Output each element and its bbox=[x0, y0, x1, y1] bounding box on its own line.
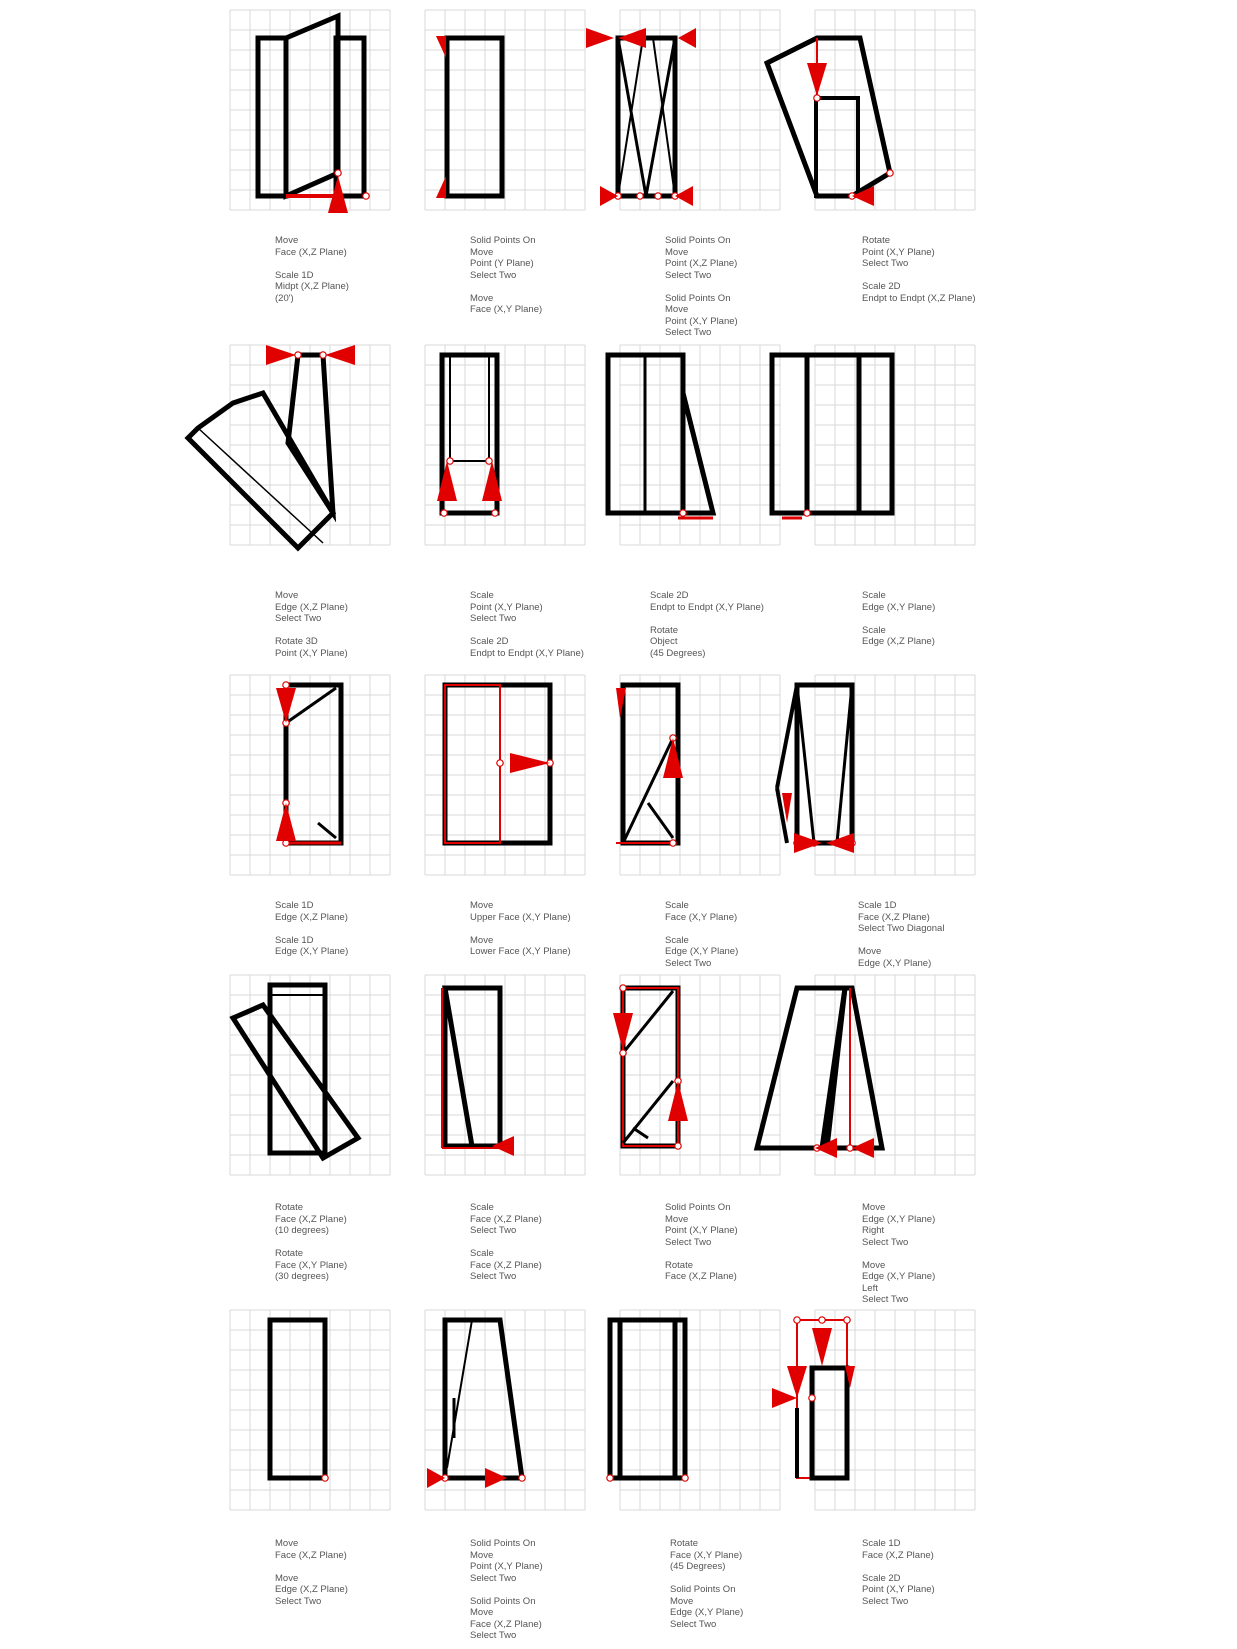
caption-line bbox=[470, 923, 571, 935]
caption-line: Scale 2D bbox=[862, 281, 901, 292]
caption-line: Rotate bbox=[665, 1259, 693, 1271]
figure-r5c2 bbox=[425, 1310, 585, 1510]
arrow-right bbox=[510, 753, 550, 773]
caption-line: Solid Points On bbox=[470, 1595, 536, 1607]
caption-line: Select Two bbox=[665, 1236, 712, 1248]
caption-line: Edge (X,Y Plane) bbox=[665, 946, 739, 957]
caption-r1c1 bbox=[275, 235, 349, 304]
caption-line bbox=[275, 1561, 348, 1573]
figure-r3c1 bbox=[230, 675, 390, 875]
grip-point bbox=[655, 193, 661, 199]
caption-line: Scale bbox=[862, 590, 886, 601]
caption-line bbox=[275, 258, 349, 270]
caption-line: Face (X,Z Plane) bbox=[470, 1259, 542, 1271]
figure-r4c4 bbox=[757, 975, 975, 1175]
caption-line: Edge (X,Y Plane) bbox=[670, 1607, 744, 1618]
caption-line: Scale 1D bbox=[275, 934, 314, 946]
caption-r4c2 bbox=[470, 1202, 542, 1283]
arrow-down bbox=[807, 63, 827, 96]
grip-point bbox=[447, 458, 453, 464]
caption-line: Move bbox=[858, 946, 882, 957]
arrow-right bbox=[600, 186, 618, 206]
caption-line: Scale bbox=[470, 1248, 494, 1259]
grip-point bbox=[486, 458, 492, 464]
arrow-right bbox=[794, 833, 822, 853]
grip-point bbox=[335, 170, 341, 176]
figure-r3c3 bbox=[616, 675, 780, 875]
caption-line: Select Two bbox=[665, 957, 712, 969]
caption-line bbox=[665, 923, 738, 935]
block bbox=[445, 988, 500, 1146]
figure-r1c1 bbox=[230, 10, 390, 213]
figure-r1c2 bbox=[425, 10, 585, 210]
grip-point bbox=[363, 193, 369, 199]
grip-point bbox=[492, 510, 498, 516]
caption-line: Point (X,Z Plane) bbox=[665, 258, 738, 269]
grip-point bbox=[637, 193, 643, 199]
caption-line: Select Two bbox=[665, 269, 712, 281]
block bbox=[623, 988, 678, 1146]
arrow-left bbox=[618, 28, 646, 48]
caption-line: Face (X,Z Plane) bbox=[862, 1549, 934, 1561]
caption-line: Move bbox=[470, 1607, 494, 1618]
caption-line: Select Two bbox=[470, 613, 517, 624]
caption-line: Move bbox=[470, 900, 494, 911]
caption-line: Move bbox=[470, 1549, 494, 1561]
caption-line: Move bbox=[665, 304, 689, 315]
caption-line: Scale 1D bbox=[862, 1538, 901, 1549]
caption-line bbox=[275, 1237, 347, 1249]
caption-line bbox=[670, 1573, 743, 1585]
caption-line: Point (X,Y Plane) bbox=[470, 601, 543, 613]
caption-line: Select Two bbox=[470, 269, 517, 281]
arrow-up bbox=[436, 176, 446, 198]
caption-r3c2 bbox=[470, 900, 571, 958]
caption-line: Face (X,Z Plane) bbox=[275, 1213, 347, 1225]
edge bbox=[797, 685, 814, 843]
caption-line bbox=[470, 1237, 542, 1249]
grip-point bbox=[804, 510, 810, 516]
caption-line: Face (X,Z Plane) bbox=[858, 911, 930, 923]
caption-r1c3 bbox=[665, 235, 738, 339]
caption-line: Select Two bbox=[470, 1225, 517, 1236]
caption-line: Face (X,Y Plane) bbox=[470, 304, 543, 315]
grid bbox=[815, 975, 975, 1175]
caption-line: Rotate 3D bbox=[275, 636, 318, 647]
caption-line: Select Two bbox=[665, 327, 712, 338]
caption-line: Face (X,Y Plane) bbox=[670, 1549, 743, 1561]
caption-line: (45 Degrees) bbox=[670, 1561, 726, 1572]
red-outline bbox=[445, 685, 500, 843]
figure-r3c2 bbox=[425, 675, 585, 875]
caption-line: Scale 2D bbox=[862, 1572, 901, 1584]
grip-point bbox=[497, 760, 503, 766]
caption-line bbox=[862, 613, 935, 625]
caption-line: Midpt (X,Z Plane) bbox=[275, 281, 349, 292]
block bbox=[270, 1320, 325, 1478]
grip-point bbox=[680, 510, 686, 516]
caption-line: Face (X,Z Plane) bbox=[275, 1549, 347, 1561]
caption-line: Scale bbox=[470, 590, 494, 601]
caption-line: (10 degrees) bbox=[275, 1225, 329, 1236]
arrow-left bbox=[678, 28, 696, 48]
outline bbox=[445, 988, 500, 1146]
caption-line: Solid Points On bbox=[665, 235, 731, 246]
caption-line: Select Two bbox=[470, 1630, 517, 1641]
caption-r2c2 bbox=[470, 590, 584, 659]
caption-line: Face (X,Z Plane) bbox=[275, 246, 347, 258]
grip-point bbox=[809, 1395, 815, 1401]
figure-r2c1 bbox=[188, 345, 390, 548]
caption-line: Scale 1D bbox=[858, 900, 897, 911]
caption-line: Solid Points On bbox=[470, 235, 536, 246]
caption-line: Rotate bbox=[275, 1202, 303, 1213]
caption-line: Point (X,Y Plane) bbox=[862, 246, 935, 258]
figure-r5c4 bbox=[772, 1310, 975, 1510]
caption-line bbox=[858, 935, 944, 947]
caption-line bbox=[470, 1584, 543, 1596]
caption-line: Point (X,Y Plane) bbox=[275, 647, 348, 659]
caption-r2c1 bbox=[275, 590, 348, 659]
caption-line bbox=[470, 281, 542, 293]
arrow-up bbox=[276, 803, 296, 841]
caption-line: Move bbox=[665, 1213, 689, 1225]
caption-line: (45 Degrees) bbox=[650, 647, 706, 659]
arrow-left bbox=[492, 1136, 514, 1156]
grip-point bbox=[675, 1143, 681, 1149]
arrow-down bbox=[787, 1366, 807, 1398]
caption-r3c1 bbox=[275, 900, 348, 958]
caption-line: Solid Points On bbox=[670, 1584, 736, 1595]
caption-line: Scale 1D bbox=[275, 269, 314, 281]
caption-r5c4 bbox=[862, 1538, 935, 1607]
block bbox=[772, 355, 892, 513]
figure-r3c4 bbox=[777, 675, 975, 875]
caption-line: Move bbox=[862, 1202, 886, 1213]
caption-line: Move bbox=[275, 1538, 299, 1549]
caption-r2c4 bbox=[862, 590, 935, 648]
caption-line: Select Two bbox=[862, 1595, 909, 1607]
caption-line: Select Two bbox=[862, 1294, 909, 1305]
block bbox=[816, 98, 858, 196]
caption-line bbox=[275, 625, 348, 637]
caption-line: Rotate bbox=[670, 1538, 698, 1549]
caption-line: Move bbox=[275, 590, 299, 601]
caption-line: Rotate bbox=[862, 235, 890, 246]
caption-line: Move bbox=[470, 934, 494, 946]
caption-line: Edge (X,Y Plane) bbox=[275, 946, 349, 957]
caption-line: Select Two bbox=[470, 1271, 517, 1282]
block bbox=[618, 38, 675, 196]
grip-point bbox=[283, 682, 289, 688]
caption-line: Face (X,Y Plane) bbox=[665, 911, 738, 923]
caption-line: Select Two bbox=[275, 1595, 322, 1607]
grip-point bbox=[441, 510, 447, 516]
arrow-left bbox=[675, 186, 693, 206]
caption-line bbox=[862, 1248, 935, 1260]
grip-point bbox=[519, 1475, 525, 1481]
caption-line: Solid Points On bbox=[665, 292, 731, 304]
caption-line: Point (Y Plane) bbox=[470, 258, 534, 269]
figure-r2c3 bbox=[608, 345, 780, 545]
grip-point bbox=[682, 1475, 688, 1481]
caption-line: Move bbox=[470, 292, 494, 304]
grip-point bbox=[887, 170, 893, 176]
caption-line bbox=[650, 613, 764, 625]
caption-r2c3 bbox=[650, 590, 764, 659]
caption-line: Solid Points On bbox=[470, 1538, 536, 1549]
figure-r1c3 bbox=[586, 10, 780, 210]
caption-line: Move bbox=[275, 235, 299, 246]
caption-line bbox=[862, 270, 976, 282]
figure-r4c2 bbox=[425, 975, 585, 1175]
caption-line: Scale bbox=[862, 624, 886, 636]
edge bbox=[447, 1320, 472, 1468]
caption-line: Edge (X,Y Plane) bbox=[862, 1271, 936, 1282]
caption-line: Rotate bbox=[650, 624, 678, 636]
figure-r2c2 bbox=[425, 345, 585, 545]
outline bbox=[445, 1320, 522, 1478]
grip-point bbox=[814, 95, 820, 101]
figure-r4c3 bbox=[613, 975, 780, 1175]
arrow-right bbox=[586, 28, 614, 48]
edge bbox=[318, 823, 336, 838]
caption-line: Edge (X,Z Plane) bbox=[275, 911, 348, 923]
caption-line: Face (X,Z Plane) bbox=[665, 1271, 737, 1282]
grip-point bbox=[670, 840, 676, 846]
caption-line bbox=[665, 1248, 738, 1260]
caption-line: Select Two bbox=[670, 1618, 717, 1630]
caption-r3c4 bbox=[858, 900, 944, 969]
red-outline bbox=[623, 988, 678, 1146]
figure-r4c1 bbox=[230, 975, 390, 1175]
caption-r1c4 bbox=[862, 235, 976, 304]
caption-line: Select Two bbox=[862, 1236, 909, 1248]
caption-line: Scale bbox=[665, 934, 689, 946]
caption-line: Edge (X,Z Plane) bbox=[275, 601, 348, 613]
arrow-right bbox=[485, 1468, 507, 1488]
caption-line: Scale bbox=[665, 900, 689, 911]
caption-r3c3 bbox=[665, 900, 738, 969]
caption-line: Left bbox=[862, 1282, 878, 1294]
caption-line: Solid Points On bbox=[665, 1202, 731, 1213]
figure-r5c1 bbox=[230, 1310, 390, 1510]
caption-line: Face (X,Z Plane) bbox=[470, 1618, 542, 1630]
figure-r5c3 bbox=[607, 1310, 780, 1510]
caption-r5c1 bbox=[275, 1538, 348, 1607]
block bbox=[286, 685, 341, 843]
caption-line bbox=[665, 281, 738, 293]
arrow-right bbox=[427, 1468, 445, 1488]
caption-line: (30 degrees) bbox=[275, 1271, 329, 1282]
caption-line: Move bbox=[275, 1572, 299, 1584]
caption-line: Select Two bbox=[862, 258, 909, 269]
caption-line: Edge (X,Y Plane) bbox=[858, 957, 932, 969]
caption-line: Select Two bbox=[470, 1572, 517, 1584]
figure-r2c4 bbox=[772, 345, 975, 545]
outline bbox=[683, 393, 713, 513]
arrow-left bbox=[826, 833, 854, 853]
block bbox=[270, 985, 325, 1153]
arrow-right bbox=[266, 345, 296, 365]
caption-line: Point (X,Y Plane) bbox=[862, 1584, 935, 1595]
caption-line: Move bbox=[670, 1595, 694, 1607]
block bbox=[258, 38, 286, 196]
caption-line: Point (X,Y Plane) bbox=[470, 1561, 543, 1572]
caption-line: Endpt to Endpt (X,Y Plane) bbox=[470, 647, 584, 659]
caption-r5c2 bbox=[470, 1538, 543, 1642]
arrow-up bbox=[668, 1081, 688, 1121]
caption-line: Face (X,Z Plane) bbox=[470, 1213, 542, 1225]
outline bbox=[767, 38, 890, 196]
caption-line: Select Two bbox=[275, 613, 322, 624]
caption-line: Scale 2D bbox=[470, 636, 509, 647]
caption-r4c4 bbox=[862, 1202, 935, 1306]
caption-line: Right bbox=[862, 1225, 885, 1236]
figure-r1c4 bbox=[767, 10, 975, 210]
caption-line: Face (X,Y Plane) bbox=[275, 1259, 348, 1271]
grip-point bbox=[794, 1317, 800, 1323]
caption-line: Rotate bbox=[275, 1248, 303, 1259]
caption-line: Scale 2D bbox=[650, 590, 689, 601]
edge bbox=[623, 1081, 673, 1143]
caption-line: Select Two Diagonal bbox=[858, 923, 945, 934]
grid bbox=[230, 345, 390, 545]
caption-line: Upper Face (X,Y Plane) bbox=[470, 911, 571, 923]
caption-line: Scale 1D bbox=[275, 900, 314, 911]
grip-point bbox=[620, 985, 626, 991]
grip-point bbox=[322, 1475, 328, 1481]
caption-line: Edge (X,Y Plane) bbox=[862, 1213, 936, 1225]
caption-line: Point (X,Y Plane) bbox=[665, 315, 738, 327]
caption-line: Endpt to Endpt (X,Z Plane) bbox=[862, 292, 976, 304]
caption-line: Move bbox=[665, 246, 689, 258]
grip-point bbox=[607, 1475, 613, 1481]
caption-line: Object bbox=[650, 636, 678, 647]
caption-line: Lower Face (X,Y Plane) bbox=[470, 946, 571, 957]
block bbox=[447, 38, 502, 196]
edge bbox=[198, 403, 233, 428]
caption-line: Edge (X,Z Plane) bbox=[275, 1584, 348, 1595]
caption-line: Edge (X,Y Plane) bbox=[862, 601, 936, 613]
caption-line: Move bbox=[862, 1259, 886, 1271]
caption-r4c3 bbox=[665, 1202, 738, 1283]
caption-line bbox=[862, 1561, 935, 1573]
caption-line bbox=[470, 625, 584, 637]
caption-line bbox=[275, 923, 348, 935]
grip-point bbox=[844, 1317, 850, 1323]
caption-line: Point (X,Y Plane) bbox=[665, 1225, 738, 1236]
caption-line: Edge (X,Z Plane) bbox=[862, 636, 935, 647]
arrow-right bbox=[772, 1388, 797, 1408]
caption-line: Move bbox=[470, 246, 494, 258]
caption-line: Scale bbox=[470, 1202, 494, 1213]
caption-r5c3 bbox=[670, 1538, 743, 1630]
block bbox=[812, 1368, 847, 1478]
caption-r1c2 bbox=[470, 235, 542, 316]
caption-line: (20') bbox=[275, 292, 294, 304]
caption-r4c1 bbox=[275, 1202, 347, 1283]
caption-line: Endpt to Endpt (X,Y Plane) bbox=[650, 601, 764, 613]
grip-point bbox=[819, 1317, 825, 1323]
